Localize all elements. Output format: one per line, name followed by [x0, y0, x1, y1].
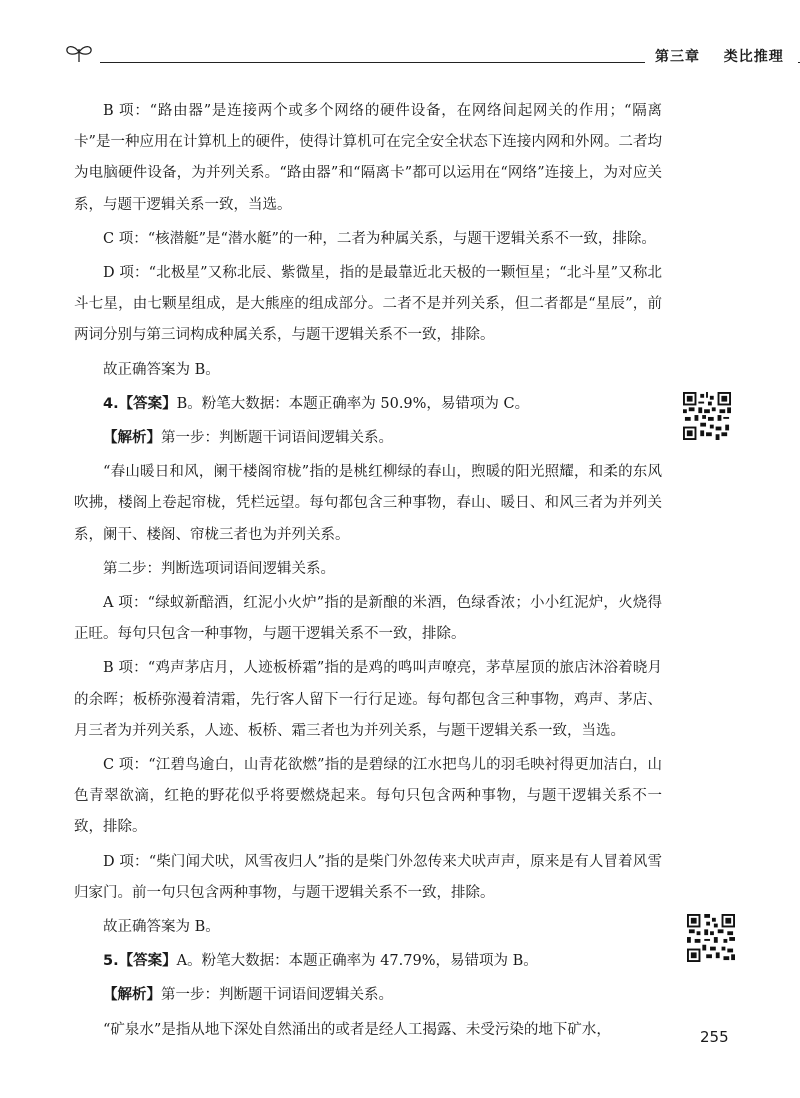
paragraph [74, 389, 662, 420]
paragraph-text: B。粉笔大数据：本题正确率为 50.9%，易错项为 C。 [176, 395, 530, 412]
qr-code-icon[interactable] [682, 392, 732, 440]
qr-code-graphic [686, 914, 736, 962]
paragraph-text: A。粉笔大数据：本题正确率为 47.79%，易错项为 B。 [176, 953, 538, 970]
paragraph-text: D 项：“柴门闻犬吠，风雪夜归人”指的是柴门外忽传来犬吠声声，原来是有人冒着风雪归家门。前一句只包含两种事物，与题干逻辑关系不一致，排除。 [74, 853, 662, 901]
paragraph-text: D 项：“北极星”又称北辰、紫微星，指的是最靠近北天极的一颗恒星；“北斗星”又称北斗七星，由七颗星组成，是大熊座的组成部分。二者不是并列关系，但二者都是“星辰”，前两词分别与第三词构成种属关系，与题干逻辑关系不一致，排除。 [74, 265, 662, 344]
paragraph-text: 第一步：判断题干词语间逻辑关系。 [161, 430, 393, 447]
header-rule-left [100, 62, 645, 63]
body-text [74, 96, 662, 1049]
sprout-icon [64, 40, 94, 64]
chapter-number: 第三章 [655, 49, 700, 65]
paragraph [74, 946, 662, 977]
qr-code-graphic [682, 392, 732, 440]
paragraph [74, 457, 662, 551]
analysis-tag: 【解析】 [103, 430, 161, 447]
paragraph-text: 第二步：判断选项词语间逻辑关系。 [103, 560, 335, 577]
paragraph [74, 224, 662, 255]
paragraph-text: 故正确答案为 B。 [103, 919, 220, 936]
paragraph [74, 1015, 662, 1046]
paragraph-text: C 项：“核潜艇”是“潜水艇”的一种，二者为种属关系，与题干逻辑关系不一致，排除。 [103, 230, 656, 247]
paragraph [74, 750, 662, 844]
paragraph-text: 故正确答案为 B。 [103, 361, 220, 378]
paragraph-text: “春山暖日和风，阑干楼阁帘栊”指的是桃红柳绿的春山，煦暖的阳光照耀，和柔的东风吹拂，楼阁上卷起帘栊，凭栏远望。每句都包含三种事物，春山、暖日、和风三者为并列关系，阑干、楼阁、帘栊三者也为并列关系。 [74, 464, 662, 543]
paragraph [74, 423, 662, 454]
paragraph [74, 653, 662, 747]
paragraph [74, 588, 662, 650]
paragraph [74, 847, 662, 909]
paragraph [74, 980, 662, 1011]
paragraph-text: A 项：“绿蚁新醅酒，红泥小火炉”指的是新酿的米酒，色绿香浓；小小红泥炉，火烧得正旺。每句只包含一种事物，与题干逻辑关系不一致，排除。 [74, 595, 662, 643]
paragraph-text: B 项：“路由器”是连接两个或多个网络的硬件设备，在网络间起网关的作用；“隔离卡”是一种应用在计算机上的硬件，使得计算机可在完全安全状态下连接内网和外网。二者均为电脑硬件设备，为并列关系。“路由器”和“隔离卡”都可以运用在“网络”连接上，为对应关系，与题干逻辑关系一致，当选。 [74, 103, 662, 213]
paragraph-text: B 项：“鸡声茅店月，人迹板桥霜”指的是鸡的鸣叫声嘹亮，茅草屋顶的旅店沐浴着晓月的余晖；板桥弥漫着清霜，先行客人留下一行行足迹。每句都包含三种事物，鸡声、茅店、月三者为并列关系，人迹、板桥、霜三者也为并列关系，与题干逻辑关系一致，当选。 [74, 660, 662, 739]
paragraph [74, 355, 662, 386]
paragraph-text: 第一步：判断题干词语间逻辑关系。 [161, 987, 393, 1004]
chapter-title [655, 46, 784, 66]
paragraph-text: “矿泉水”是指从地下深处自然涌出的或者是经人工揭露、未受污染的地下矿水， [103, 1021, 611, 1038]
answer-tag: 5.【答案】 [103, 953, 177, 970]
paragraph [74, 554, 662, 585]
paragraph-text: C 项：“江碧鸟逾白，山青花欲燃”指的是碧绿的江水把鸟儿的羽毛映衬得更加洁白，山色青翠欲滴，红艳的野花似乎将要燃烧起来。每句只包含两种事物，与题干逻辑关系不一致，排除。 [74, 757, 662, 836]
analysis-tag: 【解析】 [103, 987, 161, 1004]
paragraph [74, 258, 662, 352]
answer-tag: 4.【答案】 [103, 395, 177, 412]
paragraph [74, 96, 662, 221]
section-title: 类比推理 [723, 49, 784, 65]
qr-code-icon[interactable] [686, 914, 736, 962]
paragraph [74, 912, 662, 943]
page-number: 255 [700, 1028, 729, 1046]
page-header [60, 40, 784, 72]
